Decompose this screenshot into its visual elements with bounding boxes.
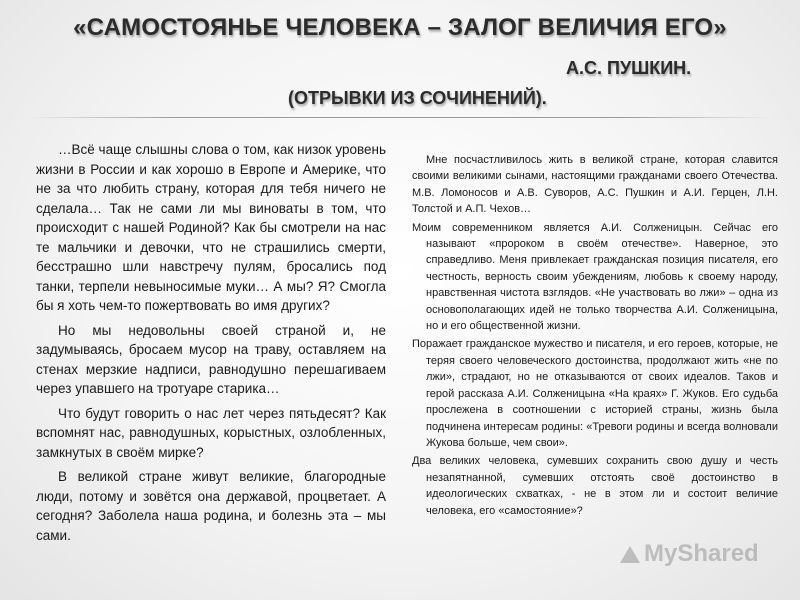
right-paragraph-3: Поражает гражданское мужество и писателя, и его героев, которые, не теряя своего человеческого достоинства, продолжают жить «не по лжи», страдают, но не отказываются от своих идеалов. Таков и герой рассказа А.И. Солженицына «На краях» Г. Жуков. Его судьба прослежена в соотношении с историей страны, жизнь была подчинена интересам родины: «Тревоги родины и всегда волновали Жукова больше, чем свои».	[412, 338, 778, 449]
left-text-column	[36, 140, 386, 550]
left-paragraph-1: …Всё чаще слышны слова о том, как низок уровень жизни в России и как хорошо в Европе и Америке, что не за что любить страну, которая для тебя ничего не сделала… Так не сами ли мы виноваты в том, что происходит с нашей Родиной? Как бы смотрели на нас те мальчики и девочки, что не страшились смерти, бесстрашно шли навстречу пулям, бросались под танки, терпели невыносимые муки… А мы? Я? Смогла бы я хоть чем-то пожертвовать во имя других?	[36, 142, 386, 313]
left-paragraph-3: Что будут говорить о нас лет через пятьдесят? Как вспомнят нас, равнодушных, корыстных, озлобленных, замкнутых в своём мирке?	[36, 405, 386, 460]
watermark-text: MyShared	[644, 540, 759, 567]
myshared-logo-icon	[620, 546, 640, 563]
watermark	[620, 540, 759, 568]
slide-author: А.С. ПУШКИН.	[566, 58, 692, 78]
slide-subtitle: (ОТРЫВКИ ИЗ СОЧИНЕНИЙ).	[288, 88, 547, 108]
left-paragraph-4: В великой стране живут великие, благородные люди, потому и зовётся она державой, процветает. А сегодня? Заболела наша родина, и болезнь эта – мы сами.	[36, 469, 386, 543]
right-paragraph-1: Мне посчастливилось жить в великой стране, которая славится своими великими сынами, настоящими гражданами своего Отечества. М.В. Ломоносов и А.В. Суворов, А.С. Пушкин и А.И. Герцен, Л.Н. Толстой и А.П. Чехов…	[412, 154, 778, 216]
slide-title: «САМОСТОЯНЬЕ ЧЕЛОВЕКА – ЗАЛОГ ВЕЛИЧИЯ ЕГО»	[73, 14, 727, 41]
right-paragraph-4: Два великих человека, сумевших сохранить свою душу и честь незапятнанной, сумевших отстоять своё достоинство в идеологических схватках, - не в этом ли и состоит величие человека, его «самостояние»?	[412, 455, 778, 517]
right-paragraph-2: Моим современником является А.И. Солженицын. Сейчас его называют «пророком в своём отечестве». Наверное, это справедливо. Меня привлекает гражданская позиция писателя, его честность, верность своим убеждениям, любовь к своему народу, нравственная чистота взглядов. «Не участвовать во лжи» – одна из основополагающих идей не только творчества А.И. Солженицына, но и его общественной жизни.	[412, 221, 778, 333]
right-text-column	[412, 152, 778, 521]
left-paragraph-2: Но мы недовольны своей страной и, не задумываясь, бросаем мусор на траву, оставляем на стенах мерзкие надписи, равнодушно перешагиваем через упавшего на тротуаре старика…	[36, 322, 386, 396]
title-divider	[28, 117, 770, 118]
